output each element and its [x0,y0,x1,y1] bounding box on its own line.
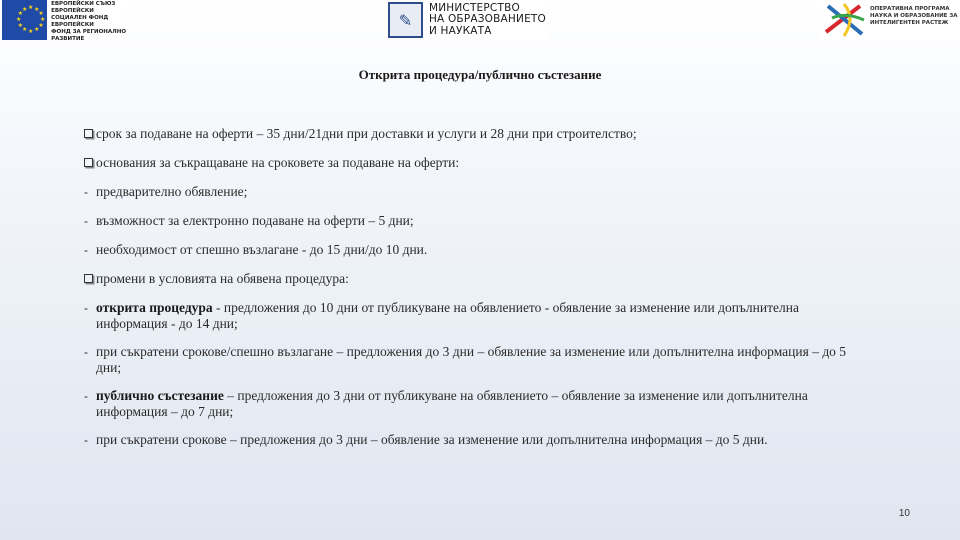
ministry-emblem-icon: ✎ [388,2,423,38]
list-item [84,126,866,142]
list-item [84,242,866,258]
list-item-text [96,184,866,200]
program-emblem-icon [822,2,868,38]
eu-star-icon: ★ [34,5,40,13]
eu-star-icon: ★ [38,22,44,29]
dash-bullet-icon: - [84,345,88,359]
list-item-text [96,242,866,258]
eu-star-icon: ★ [17,22,23,29]
dash-bullet-icon: - [84,301,88,315]
eu-star-icon: ★ [28,28,34,35]
eu-star-icon: ★ [38,10,44,17]
eu-star-icon: ★ [40,16,46,23]
checkbox-bullet-icon [84,126,96,142]
text-run: промени в условията на обявена процедура: [96,271,349,286]
eu-logo [2,0,126,40]
list-item [84,344,866,376]
list-item-text [96,432,866,448]
eu-star-icon: ★ [34,26,40,34]
text-run: при съкратени срокове/спешно възлагане – предложения до 3 дни – обявление за изменение или допълнителна информация – до 5 дни; [96,344,847,375]
list-item [84,300,866,332]
eu-flag-icon [2,0,47,40]
list-item [84,432,866,448]
list-item-text [96,155,866,171]
eu-logo-text: ЕВРОПЕЙСКИ СЪЮЗ ЕВРОПЕЙСКИ СОЦИАЛЕН ФОНД ЕВРОПЕЙСКИ ФОНД ЗА РЕГИОНАЛНО РАЗВИТИЕ [51,1,126,42]
slide-title: Открита процедура/публично състезание [358,67,602,82]
list-item [84,213,866,229]
text-run: - предложения до 10 дни от публикуване на обявлението - обявление за изменение или допълнителна информация - до 14 дни; [96,300,799,331]
list-item-text [96,213,866,229]
dash-bullet-icon: - [84,243,88,257]
emphasis-text: открита процедура [96,300,213,315]
list-item-text [96,344,866,376]
list-item [84,271,866,287]
checkbox-bullet-icon [84,155,96,171]
list-item-text [96,300,866,332]
ministry-logo-text: МИНИСТЕРСТВО НА ОБРАЗОВАНИЕТО И НАУКАТА [428,1,546,37]
eu-star-icon: ★ [17,10,23,17]
text-run: основания за съкращаване на сроковете за подаване на оферти: [96,155,460,170]
program-logo-text: ОПЕРАТИВНА ПРОГРАМА НАУКА И ОБРАЗОВАНИЕ ЗА ИНТЕЛИГЕНТЕН РАСТЕЖ [870,6,958,26]
list-item-text [96,126,866,142]
list-item [84,184,866,200]
text-run: предварително обявление; [96,184,248,199]
dash-bullet-icon: - [84,389,88,403]
page-number: 10 [898,508,910,519]
dash-bullet-icon: - [84,214,88,228]
text-run: при съкратени срокове – предложения до 3 дни – обявление за изменение или допълнителна информация – до 5 дни. [96,432,768,447]
eu-star-icon: ★ [22,5,28,13]
checkbox-bullet-icon [84,271,96,287]
list-item-text [96,388,866,420]
text-run: възможност за електронно подаване на оферти – 5 дни; [96,213,414,228]
ministry-logo [384,0,546,40]
operational-program-logo [818,0,960,40]
dash-bullet-icon: - [84,185,88,199]
text-run: необходимост от спешно възлагане - до 15 дни/до 10 дни. [96,242,428,257]
dash-bullet-icon: - [84,433,88,447]
text-run: срок за подаване на оферти – 35 дни/21дни при доставки и услуги и 28 дни при строителство; [96,126,637,141]
eu-star-icon: ★ [22,26,28,34]
eu-star-icon: ★ [16,16,22,23]
text-run: – предложения до 3 дни от публикуване на обявлението – обявление за изменение или допълнителна информация – до 7 дни; [96,388,808,419]
list-item [84,388,866,420]
eu-star-icon: ★ [28,4,34,11]
list-item [84,155,866,171]
emphasis-text: публично състезание [96,388,224,403]
list-item-text [96,271,866,287]
